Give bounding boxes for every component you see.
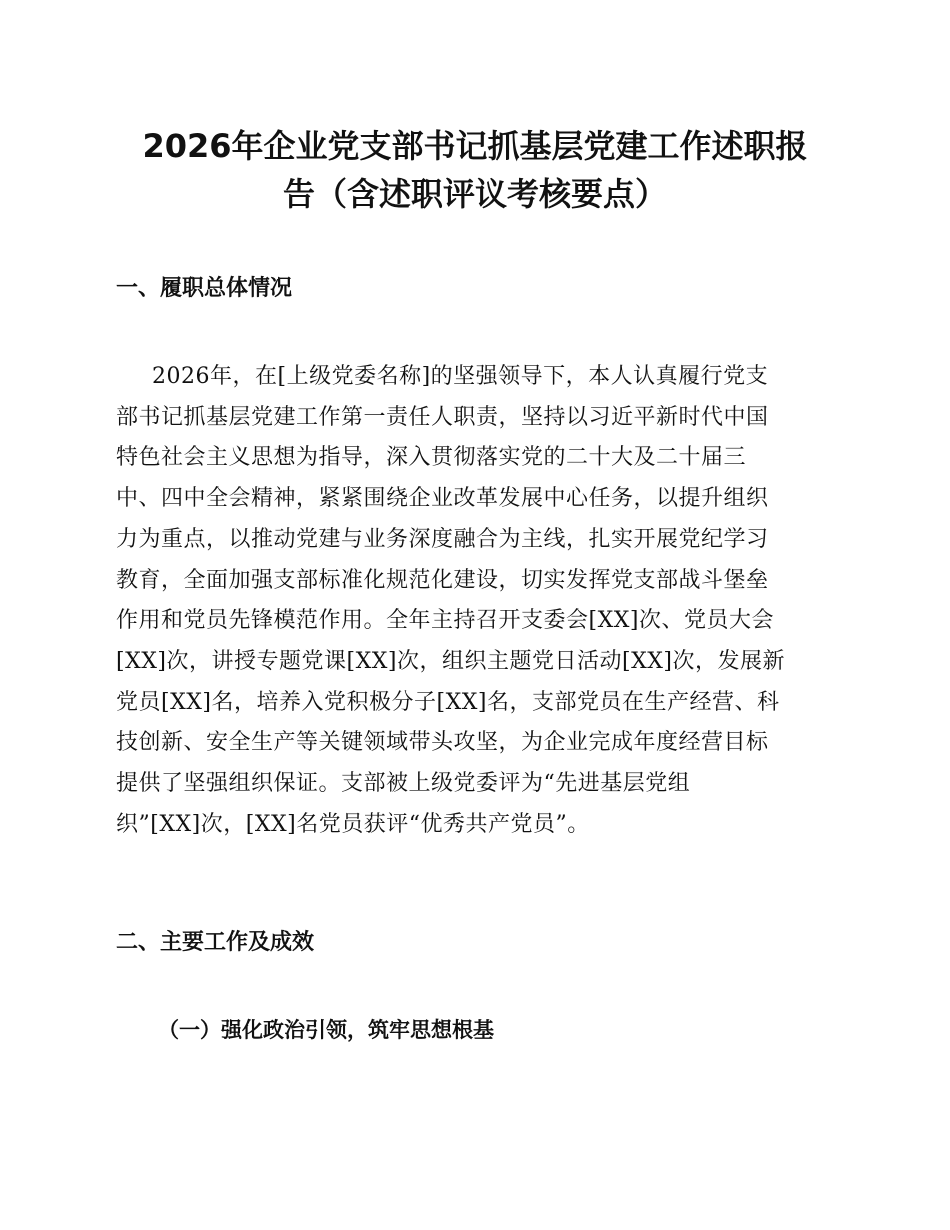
subsection-heading-1: （一）强化政治引领，筑牢思想根基 xyxy=(158,1017,494,1042)
paragraph-line: 2026年，在[上级党委名称]的坚强领导下，本人认真履行党支 xyxy=(152,364,769,389)
section-1-paragraph xyxy=(116,357,836,845)
title-line-2: 告（含述职评议考核要点） xyxy=(282,175,667,213)
paragraph-line: 特色社会主义思想为指导，深入贯彻落实党的二十大及二十届三 xyxy=(116,445,747,471)
section-heading-1: 一、履职总体情况 xyxy=(116,276,293,301)
paragraph-line: 作用和党员先锋模范作用。全年主持召开支委会[XX]次、党员大会 xyxy=(116,608,774,634)
section-heading-2: 二、主要工作及成效 xyxy=(116,930,315,955)
paragraph-line: 党员[XX]名，培养入党积极分子[XX]名，支部党员在生产经营、科 xyxy=(116,689,780,715)
paragraph-line: 中、四中全会精神，紧紧围绕企业改革发展中心任务，以提升组织 xyxy=(116,486,769,512)
paragraph-line: 提供了坚强组织保证。支部被上级党委评为“先进基层党组 xyxy=(116,771,691,797)
title-line-1: 2026年企业党支部书记抓基层党建工作述职报 xyxy=(142,127,808,165)
paragraph-line: 教育，全面加强支部标准化规范化建设，切实发挥党支部战斗堡垒 xyxy=(116,567,769,593)
paragraph-line: 织”[XX]次，[XX]名党员获评“优秀共产党员”。 xyxy=(116,811,590,837)
paragraph-line: 技创新、安全生产等关键领域带头攻坚，为企业完成年度经营目标 xyxy=(116,730,769,756)
document-title xyxy=(100,122,850,218)
paragraph-line: 力为重点，以推动党建与业务深度融合为主线，扎实开展党纪学习 xyxy=(116,526,769,552)
paragraph-line: 部书记抓基层党建工作第一责任人职责，坚持以习近平新时代中国 xyxy=(116,404,769,430)
paragraph-line: [XX]次，讲授专题党课[XX]次，组织主题党日活动[XX]次，发展新 xyxy=(116,648,785,674)
